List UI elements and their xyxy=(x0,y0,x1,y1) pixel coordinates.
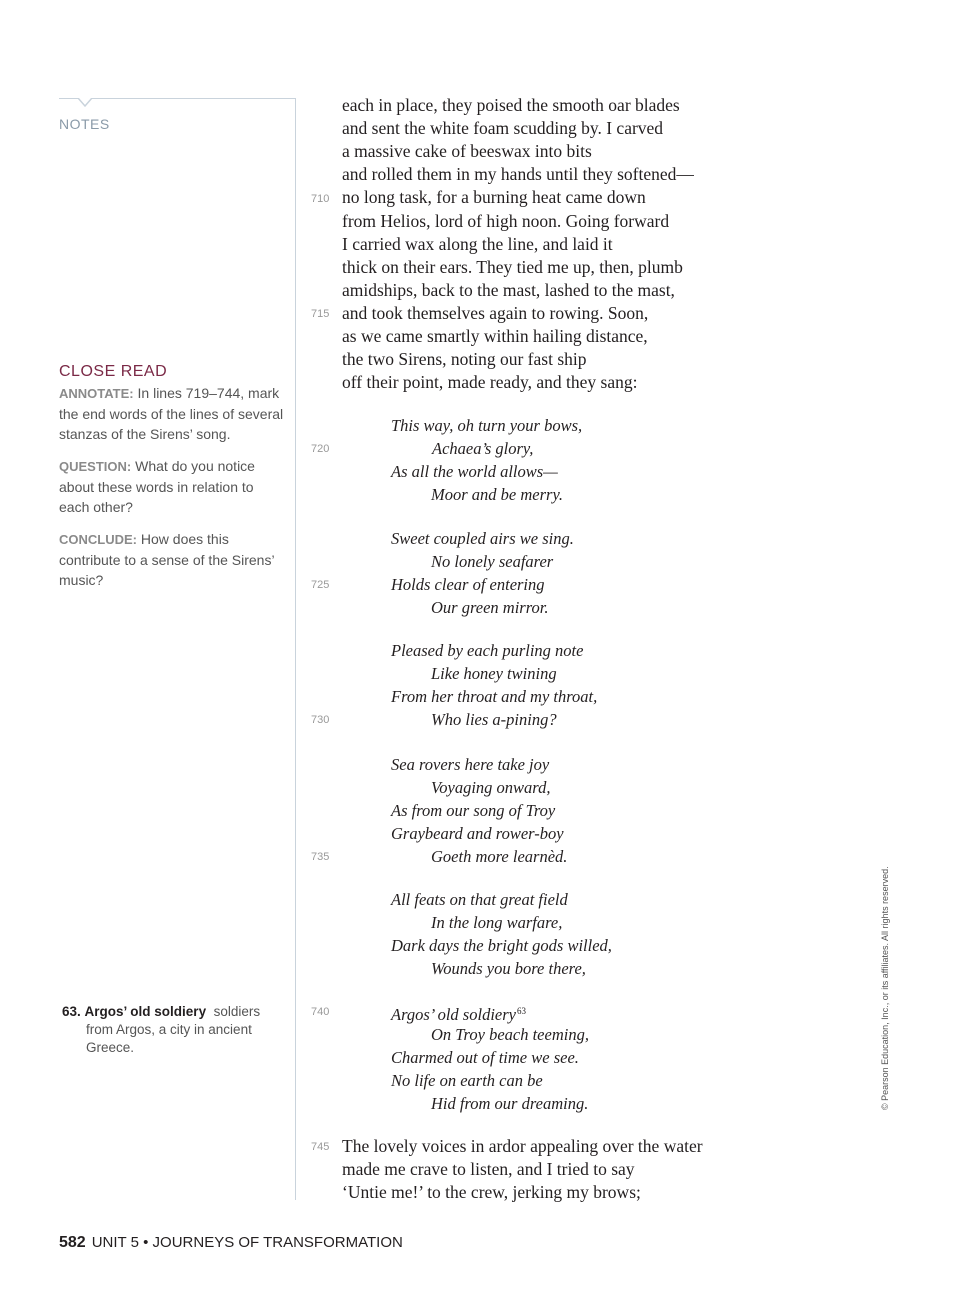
line-number: 710 xyxy=(311,193,330,205)
question-key: QUESTION: xyxy=(59,459,132,474)
notes-column-divider xyxy=(295,98,296,1200)
song-line: Sea rovers here take joy xyxy=(391,755,550,774)
poem-line: the two Sirens, noting our fast ship xyxy=(342,349,587,369)
line-number: 745 xyxy=(311,1141,330,1153)
line-number: 720 xyxy=(311,443,330,455)
conclude-text: How does this contribute to a sense of the Sirens’ music? xyxy=(59,531,275,588)
notes-notch-icon xyxy=(78,98,92,112)
song-line: All feats on that great field xyxy=(391,890,568,909)
song-line: Goeth more learnèd. xyxy=(431,847,568,866)
footnote-term: Argos’ old soldiery xyxy=(84,1004,207,1019)
poem-line: no long task, for a burning heat came down xyxy=(342,187,646,207)
conclude-prompt xyxy=(59,529,284,590)
poem-line: The lovely voices in ardor appealing over the water xyxy=(342,1136,703,1156)
notes-rule xyxy=(59,98,296,99)
line-number: 740 xyxy=(311,1006,330,1018)
annotate-text: In lines 719–744, mark the end words of the lines of several stanzas of the Sirens’ song. xyxy=(59,385,284,442)
poem-line: amidships, back to the mast, lashed to the mast, xyxy=(342,280,675,300)
unit-title: UNIT 5 • JOURNEYS OF TRANSFORMATION xyxy=(91,1234,403,1251)
song-line: Graybeard and rower-boy xyxy=(391,824,564,843)
song-line: Hid from our dreaming. xyxy=(431,1094,589,1113)
song-line: Who lies a-pining? xyxy=(431,710,557,729)
poem-line: from Helios, lord of high noon. Going forward xyxy=(342,211,670,231)
copyright-notice: © Pearson Education, Inc., or its affiliates. All rights reserved. xyxy=(880,866,890,1110)
song-line: From her throat and my throat, xyxy=(391,687,598,706)
annotate-prompt xyxy=(59,383,284,444)
song-line: No lonely seafarer xyxy=(431,552,554,571)
notes-label: NOTES xyxy=(59,116,110,132)
poem-line: as we came smartly within hailing distance, xyxy=(342,326,648,346)
song-line: Sweet coupled airs we sing. xyxy=(391,529,574,548)
question-text: What do you notice about these words in relation to each other? xyxy=(59,458,255,515)
footnote-number: 63. xyxy=(62,1004,81,1019)
poem-line: each in place, they poised the smooth oar blades xyxy=(342,95,680,115)
song-line: Our green mirror. xyxy=(431,598,549,617)
poem-line: and rolled them in my hands until they softened— xyxy=(342,164,694,184)
close-read-panel xyxy=(59,362,284,602)
song-line: This way, oh turn your bows, xyxy=(391,416,583,435)
poem-line: off their point, made ready, and they sang: xyxy=(342,372,638,392)
song-line: Dark days the bright gods willed, xyxy=(391,936,612,955)
footnote-63 xyxy=(62,1003,277,1057)
line-number: 730 xyxy=(311,714,330,726)
poem-line: and sent the white foam scudding by. I carved xyxy=(342,118,664,138)
song-line: In the long warfare, xyxy=(431,913,563,932)
page-number: 582 xyxy=(59,1234,86,1251)
close-read-title: CLOSE READ xyxy=(59,363,168,380)
song-line: No life on earth can be xyxy=(391,1071,543,1090)
page-footer xyxy=(59,1234,403,1252)
poem-line: and took themselves again to rowing. Soon, xyxy=(342,303,649,323)
song-line: Argos’ old soldiery xyxy=(391,1005,516,1024)
song-line: As all the world allows— xyxy=(391,462,558,481)
song-line: As from our song of Troy xyxy=(391,801,556,820)
line-number: 735 xyxy=(311,851,330,863)
poem-line: I carried wax along the line, and laid it xyxy=(342,234,613,254)
line-number: 715 xyxy=(311,308,330,320)
annotate-key: ANNOTATE: xyxy=(59,386,134,401)
song-line: Holds clear of entering xyxy=(391,575,545,594)
poem-line: thick on their ears. They tied me up, then, plumb xyxy=(342,257,683,277)
song-line: Wounds you bore there, xyxy=(431,959,586,978)
song-line: Achaea’s glory, xyxy=(432,439,534,458)
song-line: Voyaging onward, xyxy=(431,778,551,797)
question-prompt xyxy=(59,456,284,517)
song-line: Pleased by each purling note xyxy=(391,641,584,660)
song-line: Charmed out of time we see. xyxy=(391,1048,579,1067)
poem-line: a massive cake of beeswax into bits xyxy=(342,141,592,161)
poem-line: made me crave to listen, and I tried to say xyxy=(342,1159,635,1179)
line-number: 725 xyxy=(311,579,330,591)
song-line: Like honey twining xyxy=(431,664,557,683)
song-line: On Troy beach teeming, xyxy=(431,1025,589,1044)
footnote-marker: 63 xyxy=(516,1006,526,1016)
song-line: Moor and be merry. xyxy=(431,485,563,504)
conclude-key: CONCLUDE: xyxy=(59,532,137,547)
poem-line: ‘Untie me!’ to the crew, jerking my brows; xyxy=(342,1182,641,1202)
footnote-definition: soldiers from Argos, a city in ancient Greece. xyxy=(86,1004,261,1055)
